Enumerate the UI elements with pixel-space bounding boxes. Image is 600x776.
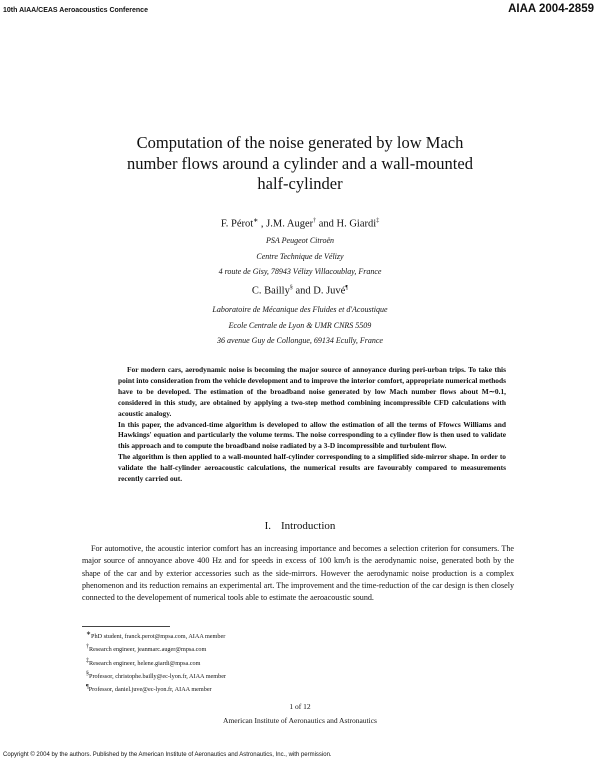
author-name: , J.M. Auger (258, 218, 314, 230)
footnote: †Research engineer, jeanmarc.auger@mpsa.com (86, 644, 207, 654)
paper-title (60, 133, 540, 195)
footnote-mark: ∗ (86, 631, 92, 637)
title-line-3: half-cylinder (257, 174, 343, 193)
affiliation-line: Laboratoire de Mécanique des Fluides et d'Acoustique (212, 305, 388, 314)
footnote-mark: ‡ (86, 657, 89, 664)
footnote-divider (82, 626, 170, 627)
page-header (0, 0, 600, 20)
affiliation-line: 4 route de Gisy, 78943 Vélizy Villacoublay, France (218, 267, 382, 276)
abstract-paragraph: For modern cars, aerodynamic noise is becoming the major source of annoyance during peri-urban trips. To take this point into consideration from the vehicle development and to improve the interior comfort, appropriate numerical methods have to be developed. The estimation of the broadband noise generated by low Mach number flows about M∼0.1, considered in this study, are obtained by applying a two-step method combining incompressible CFD calculations with acoustic analogy. (118, 365, 506, 418)
page-number: 1 of 12 (289, 702, 311, 711)
abstract-paragraph: In this paper, the advanced-time algorithm is developed to allow the estimation of all the terms of Ffowcs Williams and Hawkings' equation and particularly the volume terms. The noise corresponding to a cylinder flow is then used to validate this approach and to compute the broadband noise radiated by a 3-D incompressible and turbulent flow. (118, 419, 506, 451)
affiliation-line: Ecole Centrale de Lyon & UMR CNRS 5509 (228, 321, 372, 330)
section-number: I. (264, 520, 272, 532)
body-paragraph: For automotive, the acoustic interior comfort has an increasing importance and becomes a selection criterion for consumers. The major source of annoyance above 400 Hz and for speeds in excess of 100 km/h is the aerodynamic noise, generated both by the shape of the car and by exterior accessories such as the side-mirrors. However the aerodynamic noise production is a complex phenomenon and its reduction remains an experimental art. The improvement and the time-reduction of the car design is then closely connected to the developement of numerical tools able to estimate the aeroacoustic sound. (82, 544, 514, 603)
author-list-2 (60, 285, 540, 297)
abstract-paragraph: The algorithm is then applied to a wall-mounted half-cylinder corresponding to a simplified side-mirror shape. In order to validate the half-cylinder aeroacoustic calculations, the numerical results are favourably compared to measurements recently carried out. (118, 452, 506, 484)
paper-id: AIAA 2004-2859 (508, 3, 594, 15)
author-list-1 (60, 217, 540, 230)
author-name: and H. Giardi (316, 218, 377, 230)
footnote-mark: ‡ (376, 218, 380, 224)
copyright-notice: Copyright © 2004 by the authors. Published by the American Institute of Aeronautics and Astronautics, Inc., with permission. (3, 752, 332, 758)
footnote-mark: § (289, 285, 293, 291)
footnote-mark: § (86, 670, 89, 677)
author-name: F. Pérot (220, 218, 254, 230)
title-line-1: Computation of the noise generated by low Mach (136, 133, 464, 152)
affiliation-line: 36 avenue Guy de Collongue, 69134 Ecully, France (217, 336, 383, 345)
footnote-mark: ¶ (86, 684, 89, 691)
footnote: ‡Research engineer, helene.giardi@mpsa.com (86, 657, 201, 667)
footnote: ∗PhD student, franck.perot@mpsa.com, AIAA member (86, 631, 226, 641)
footnotes (86, 629, 226, 695)
abstract (118, 365, 506, 485)
footnote: ¶Professor, daniel.juve@ec-lyon.fr, AIAA member (86, 684, 212, 694)
affiliation-line: PSA Peugeot Citroën (266, 236, 334, 245)
publisher-line: American Institute of Aeronautics and Astronautics (223, 716, 377, 725)
footnote-mark: ¶ (345, 285, 349, 291)
footnote-mark: ∗ (253, 218, 259, 224)
author-name: C. Bailly (251, 285, 290, 297)
author-name: and D. Juvé (292, 285, 346, 297)
section-title: Introduction (281, 520, 336, 532)
footnote-mark: † (313, 218, 317, 224)
affiliation-line: Centre Technique de Vélizy (256, 252, 344, 261)
conference-name: 10th AIAA/CEAS Aeroacoustics Conference (3, 7, 148, 14)
section-heading (0, 520, 600, 532)
title-line-2: number flows around a cylinder and a wall-mounted (127, 153, 473, 173)
footnote: §Professor, christophe.bailly@ec-lyon.fr, AIAA member (86, 670, 226, 680)
footnote-mark: † (86, 644, 89, 651)
